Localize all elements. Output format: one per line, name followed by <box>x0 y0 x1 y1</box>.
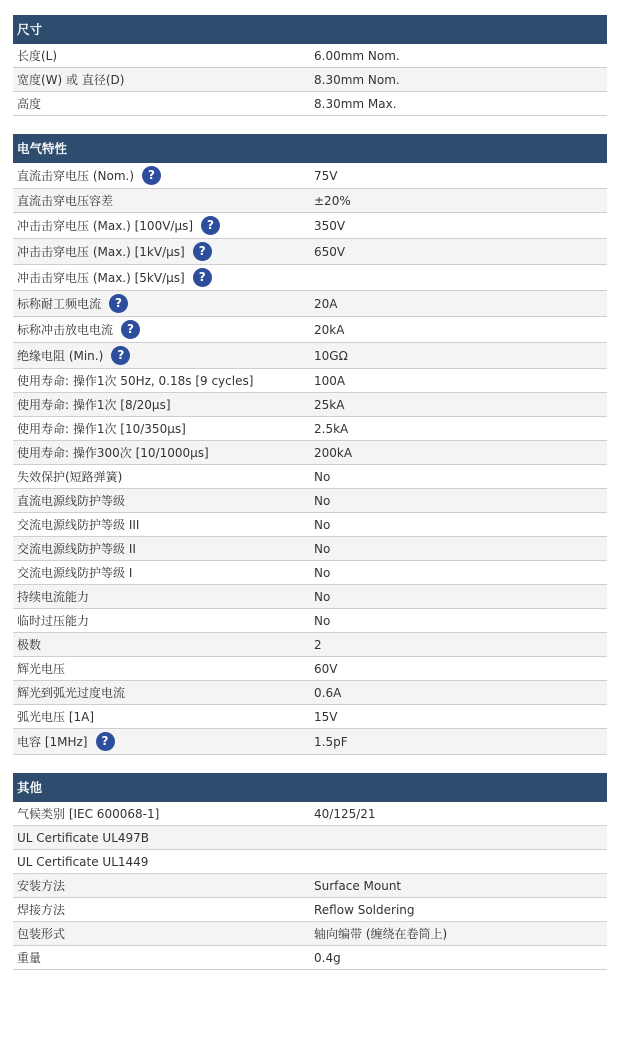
row-label: 使用寿命: 操作300次 [10/1000µs] <box>17 446 209 460</box>
row-label-cell <box>13 468 310 485</box>
row-value: 20kA <box>314 322 345 337</box>
row-value: ±20% <box>314 193 351 208</box>
row-label: 标称耐工频电流 <box>17 297 102 311</box>
row-label-cell <box>13 636 310 653</box>
row-label-cell <box>13 192 310 209</box>
row-label: 交流电源线防护等级 I <box>17 566 133 580</box>
row-label: 安装方法 <box>17 879 66 893</box>
row-label: 使用寿命: 操作1次 50Hz, 0.18s [9 cycles] <box>17 374 254 388</box>
row-label-cell <box>13 732 310 751</box>
row-label-cell <box>13 660 310 677</box>
table-row <box>13 585 607 609</box>
row-label: 持续电流能力 <box>17 590 90 604</box>
section-rows <box>13 163 607 755</box>
row-label: 宽度(W) 或 直径(D) <box>17 73 125 87</box>
row-label: 直流击穿电压容差 <box>17 194 114 208</box>
row-label: 使用寿命: 操作1次 [10/350µs] <box>17 422 186 436</box>
row-value: 2.5kA <box>314 421 349 436</box>
row-value: No <box>314 565 331 580</box>
table-row <box>13 317 607 343</box>
table-row <box>13 68 607 92</box>
help-icon[interactable]: ? <box>193 268 212 287</box>
row-value: No <box>314 613 331 628</box>
table-row <box>13 393 607 417</box>
table-row <box>13 239 607 265</box>
section-header: 其他 <box>13 773 607 802</box>
table-row <box>13 265 607 291</box>
row-value: 10GΩ <box>314 348 348 363</box>
row-value: Surface Mount <box>314 878 402 893</box>
table-row <box>13 343 607 369</box>
row-value: 40/125/21 <box>314 806 376 821</box>
table-row <box>13 850 607 874</box>
row-label-cell <box>13 708 310 725</box>
table-row <box>13 291 607 317</box>
row-label: 冲击击穿电压 (Max.) [100V/µs] <box>17 219 194 233</box>
table-row <box>13 946 607 970</box>
row-value: Reflow Soldering <box>314 902 415 917</box>
row-label-cell <box>13 242 310 261</box>
row-label-cell <box>13 901 310 918</box>
row-label: UL Certificate UL1449 <box>17 854 149 869</box>
row-value: 650V <box>314 244 346 259</box>
row-label: 使用寿命: 操作1次 [8/20µs] <box>17 398 171 412</box>
row-label: 直流击穿电压 (Nom.) <box>17 169 135 183</box>
help-icon[interactable]: ? <box>111 346 130 365</box>
row-value: 350V <box>314 218 346 233</box>
row-label-cell <box>13 420 310 437</box>
row-label-cell <box>13 684 310 701</box>
help-icon[interactable]: ? <box>109 294 128 313</box>
table-row <box>13 213 607 239</box>
table-row <box>13 513 607 537</box>
row-label-cell <box>13 47 310 64</box>
row-label: 极数 <box>17 638 42 652</box>
section-dimensions <box>13 15 607 116</box>
row-value: 75V <box>314 168 338 183</box>
table-row <box>13 561 607 585</box>
row-label-cell <box>13 588 310 605</box>
table-row <box>13 705 607 729</box>
row-label: 标称冲击放电电流 <box>17 323 114 337</box>
row-label-cell <box>13 166 310 185</box>
row-value: 15V <box>314 709 338 724</box>
row-value: 2 <box>314 637 322 652</box>
row-label: 临时过压能力 <box>17 614 90 628</box>
table-row <box>13 802 607 826</box>
row-label: 焊接方法 <box>17 903 66 917</box>
row-value: 8.30mm Max. <box>314 96 397 111</box>
section-electrical <box>13 134 607 755</box>
row-label-cell <box>13 320 310 339</box>
spec-table <box>13 15 607 988</box>
table-row <box>13 922 607 946</box>
row-label-cell <box>13 540 310 557</box>
row-label: 包装形式 <box>17 927 66 941</box>
table-row <box>13 92 607 116</box>
table-row <box>13 826 607 850</box>
row-value: 200kA <box>314 445 353 460</box>
table-row <box>13 898 607 922</box>
row-label: 高度 <box>17 97 42 111</box>
table-row <box>13 163 607 189</box>
section-rows <box>13 44 607 116</box>
row-value: 100A <box>314 373 346 388</box>
row-label-cell <box>13 949 310 966</box>
row-label-cell <box>13 216 310 235</box>
row-label-cell <box>13 492 310 509</box>
table-row <box>13 537 607 561</box>
section-header: 电气特性 <box>13 134 607 163</box>
row-value: 0.4g <box>314 950 341 965</box>
row-label: 弧光电压 [1A] <box>17 710 95 724</box>
section-rows <box>13 802 607 970</box>
table-row <box>13 417 607 441</box>
table-row <box>13 609 607 633</box>
row-label: 辉光到弧光过度电流 <box>17 686 126 700</box>
row-label-cell <box>13 925 310 942</box>
row-label-cell <box>13 294 310 313</box>
table-row <box>13 369 607 393</box>
section-other <box>13 773 607 970</box>
row-value: 25kA <box>314 397 345 412</box>
row-value: 1.5pF <box>314 734 348 749</box>
row-value: 60V <box>314 661 338 676</box>
row-label-cell <box>13 396 310 413</box>
help-icon[interactable]: ? <box>96 732 115 751</box>
section-header: 尺寸 <box>13 15 607 44</box>
help-icon[interactable]: ? <box>193 242 212 261</box>
row-value: 轴向编带 (缠绕在卷筒上) <box>314 927 448 941</box>
row-label: UL Certificate UL497B <box>17 830 150 845</box>
table-row <box>13 441 607 465</box>
row-label-cell <box>13 831 310 845</box>
row-label-cell <box>13 564 310 581</box>
row-label-cell <box>13 612 310 629</box>
row-label: 气候类别 [IEC 600068-1] <box>17 807 160 821</box>
row-label: 冲击击穿电压 (Max.) [5kV/µs] <box>17 271 185 285</box>
row-label: 长度(L) <box>17 49 58 63</box>
row-label: 失效保护(短路弹簧) <box>17 470 123 484</box>
row-label-cell <box>13 372 310 389</box>
table-row <box>13 44 607 68</box>
row-label-cell <box>13 268 310 287</box>
row-label-cell <box>13 855 310 869</box>
row-label: 冲击击穿电压 (Max.) [1kV/µs] <box>17 245 185 259</box>
row-value: No <box>314 493 331 508</box>
row-label-cell <box>13 95 310 112</box>
row-value: No <box>314 469 331 484</box>
row-label-cell <box>13 805 310 822</box>
row-value: No <box>314 589 331 604</box>
row-label-cell <box>13 877 310 894</box>
row-label: 辉光电压 <box>17 662 66 676</box>
row-label: 绝缘电阻 (Min.) <box>17 349 104 363</box>
help-icon[interactable]: ? <box>121 320 140 339</box>
row-label-cell <box>13 516 310 533</box>
row-label-cell <box>13 346 310 365</box>
help-icon[interactable]: ? <box>201 216 220 235</box>
table-row <box>13 633 607 657</box>
table-row <box>13 489 607 513</box>
table-row <box>13 657 607 681</box>
row-label-cell <box>13 71 310 88</box>
help-icon[interactable]: ? <box>142 166 161 185</box>
row-value: 8.30mm Nom. <box>314 72 400 87</box>
row-value: 0.6A <box>314 685 342 700</box>
table-row <box>13 681 607 705</box>
row-label: 交流电源线防护等级 III <box>17 518 140 532</box>
row-value: 6.00mm Nom. <box>314 48 400 63</box>
table-row <box>13 189 607 213</box>
row-value: 20A <box>314 296 338 311</box>
row-label: 重量 <box>17 951 42 965</box>
row-label: 电容 [1MHz] <box>17 735 88 749</box>
row-value: No <box>314 517 331 532</box>
row-label: 交流电源线防护等级 II <box>17 542 136 556</box>
table-row <box>13 465 607 489</box>
table-row <box>13 874 607 898</box>
row-value: No <box>314 541 331 556</box>
row-label-cell <box>13 444 310 461</box>
table-row <box>13 729 607 755</box>
row-label: 直流电源线防护等级 <box>17 494 126 508</box>
